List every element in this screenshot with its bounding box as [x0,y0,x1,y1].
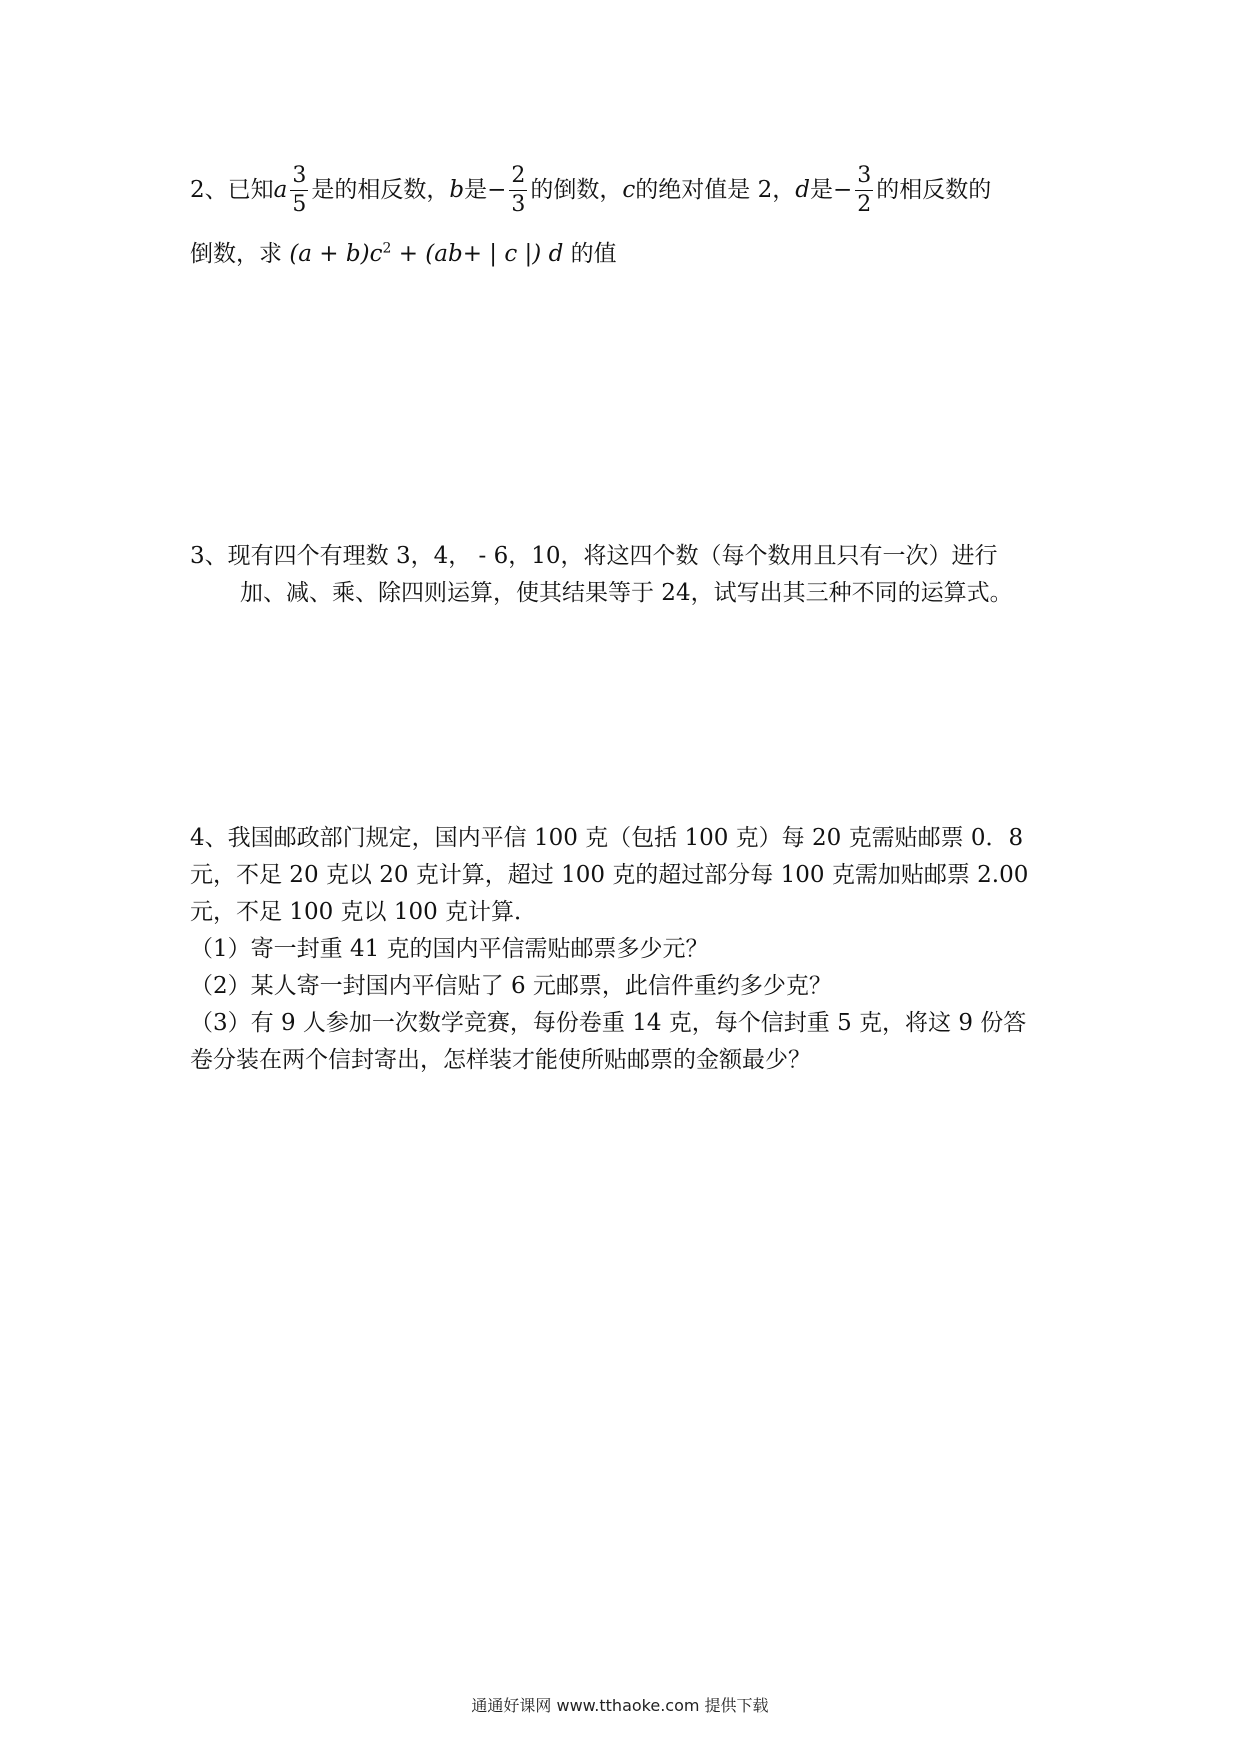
question-4-line-2: 元，不足 20 克以 20 克计算，超过 100 克的超过部分每 100 克需加贴邮票 2.00 [190,862,1029,888]
fraction-denominator: 2 [857,191,872,217]
q2-var-a: a [273,176,288,203]
question-4-line-1: 4、我国邮政部门规定，国内平信 100 克（包括 100 克）每 20 克需贴邮票 0．8 [190,825,1024,851]
fraction-numerator: 3 [290,165,308,191]
exponent: 2 [382,240,392,257]
question-4-line-3: 元，不足 100 克以 100 克计算． [190,899,538,925]
fraction-numerator: 2 [509,165,527,191]
question-4-sub-3-line-1: （3）有 9 人参加一次数学竞赛，每份卷重 14 克，每个信封重 5 克，将这 9 份答 [190,1010,1027,1036]
minus-sign: − [832,176,853,203]
q2-text: 倒数，求 [190,241,282,267]
q2-text: 的值 [570,241,617,267]
q2-text: 的相反数的 [876,176,992,203]
q2-text: 的倒数， [530,176,623,203]
fraction-three-halves [855,162,873,217]
question-3-line-2: 加、减、乘、除四则运算，使其结果等于 24，试写出其三种不同的运算式。 [240,580,1013,606]
question-3 [190,538,1060,612]
expression-part-1: (a + b)c [289,241,383,267]
minus-sign: − [487,176,507,203]
expression-part-2: + (ab+ | c |) d [391,241,564,267]
q2-text: 的绝对值是 2， [635,176,796,203]
question-2-line-2 [190,236,1060,273]
fraction-denominator: 5 [292,191,307,217]
fraction-numerator: 3 [855,165,873,191]
question-3-line-1: 3、现有四个有理数 3，4， - 6，10，将这四个数（每个数用且只有一次）进行 [190,543,998,569]
fraction-three-fifths [290,162,308,217]
question-4-sub-1: （1）寄一封重 41 克的国内平信需贴邮票多少元？ [190,936,709,962]
q2-text: 2、已知 [190,176,274,203]
question-4-sub-3-line-2: 卷分装在两个信封寄出，怎样装才能使所贴邮票的金额最少？ [190,1047,811,1073]
fraction-denominator: 3 [511,191,526,217]
question-2 [190,160,1060,273]
q2-text: 是的相反数， [311,176,450,203]
page-footer: 通通好课网 www.tthaoke.com 提供下载 [471,1696,769,1715]
q2-var-c: c [622,176,636,203]
q2-text: 是 [809,176,833,203]
question-4 [190,820,1060,1079]
question-4-sub-2: （2）某人寄一封国内平信贴了 6 元邮票，此信件重约多少克？ [190,973,832,999]
q2-var-b: b [449,176,465,203]
q2-text: 是 [464,176,488,203]
fraction-two-thirds [509,162,527,217]
q2-var-d: d [795,176,810,203]
question-2-line-1 [190,160,1060,220]
